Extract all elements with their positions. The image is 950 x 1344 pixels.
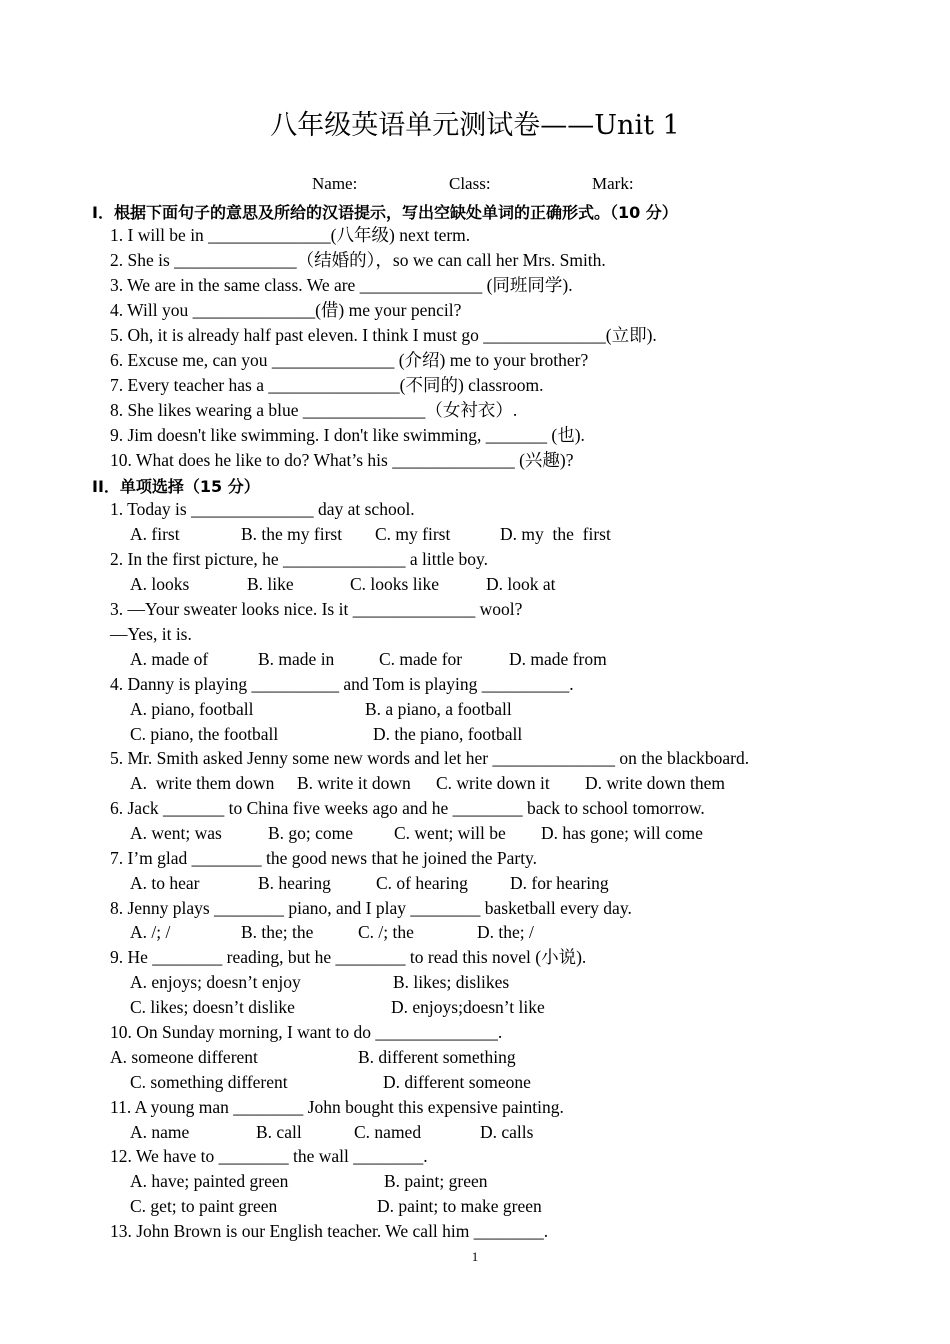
question: 8. Jenny plays ________ piano, and I play ________ basketball every day. xyxy=(110,898,632,918)
option-d: D. calls xyxy=(480,1122,534,1142)
fill-item: 1. I will be in ______________(八年级) next term. xyxy=(110,225,471,245)
question: 4. Danny is playing __________ and Tom is playing __________. xyxy=(110,674,574,694)
option-a: A. /; / xyxy=(130,922,171,942)
option-d: D. paint; to make green xyxy=(377,1196,542,1216)
fill-item: 4. Will you ______________(借) me your pencil? xyxy=(110,300,462,320)
option-c: C. named xyxy=(354,1122,422,1142)
option-b: B. call xyxy=(256,1122,302,1142)
option-b: B. go; come xyxy=(268,823,354,843)
option-a: A. someone different xyxy=(110,1047,258,1067)
mark-label: Mark: xyxy=(592,174,634,193)
option-b: B. likes; dislikes xyxy=(393,972,510,992)
option-d: D. the; / xyxy=(477,922,534,942)
option-b: B. write it down xyxy=(297,773,411,793)
option-c: C. went; will be xyxy=(394,823,506,843)
page-number: 1 xyxy=(471,1249,479,1264)
option-a: A. first xyxy=(130,524,180,544)
fill-item: 7. Every teacher has a _______________(不同的) classroom. xyxy=(110,375,544,395)
question: 3. —Your sweater looks nice. Is it ______________ wool? xyxy=(110,599,523,619)
option-a: A. enjoys; doesn’t enjoy xyxy=(130,972,301,992)
option-a: A. made of xyxy=(130,649,209,669)
option-c: C. /; the xyxy=(358,922,414,942)
question: 5. Mr. Smith asked Jenny some new words and let her ______________ on the blackboard. xyxy=(110,748,750,768)
option-c: C. made for xyxy=(379,649,463,669)
option-a: A. piano, football xyxy=(130,699,254,719)
fill-item: 6. Excuse me, can you ______________ (介绍) me to your brother? xyxy=(110,350,589,370)
option-b: B. like xyxy=(247,574,294,594)
option-b: B. a piano, a football xyxy=(365,699,512,719)
option-c: C. piano, the football xyxy=(130,724,279,744)
question: 7. I’m glad ________ the good news that he joined the Party. xyxy=(110,848,538,868)
option-b: B. hearing xyxy=(258,873,331,893)
question: 12. We have to ________ the wall ________. xyxy=(110,1146,428,1166)
fill-item: 10. What does he like to do? What’s his ______________ (兴趣)? xyxy=(110,450,574,470)
question: 6. Jack _______ to China five weeks ago and he ________ back to school tomorrow. xyxy=(110,798,705,818)
option-b: B. the; the xyxy=(241,922,314,942)
option-d: D. for hearing xyxy=(510,873,609,893)
option-d: D. made from xyxy=(509,649,607,669)
option-a: A. have; painted green xyxy=(130,1171,289,1191)
option-b: B. paint; green xyxy=(384,1171,488,1191)
option-b: B. made in xyxy=(258,649,335,669)
option-d: D. my the first xyxy=(500,524,611,544)
option-d: D. the piano, football xyxy=(373,724,523,744)
option-a: A. name xyxy=(130,1122,190,1142)
option-b: B. the my first xyxy=(241,524,343,544)
fill-item: 2. She is ______________（结婚的），so we can call her Mrs. Smith. xyxy=(110,250,606,270)
option-c: C. get; to paint green xyxy=(130,1196,278,1216)
option-d: D. different someone xyxy=(383,1072,531,1092)
question: 13. John Brown is our English teacher. We call him ________. xyxy=(110,1221,549,1241)
question-answer-line: —Yes, it is. xyxy=(110,624,192,644)
question: 1. Today is ______________ day at school. xyxy=(110,499,415,519)
option-c: C. write down it xyxy=(436,773,550,793)
option-d: D. write down them xyxy=(585,773,725,793)
option-d: D. has gone; will come xyxy=(541,823,703,843)
question: 9. He ________ reading, but he ________ to read this novel (小说). xyxy=(110,947,587,967)
fill-item: 9. Jim doesn't like swimming. I don't like swimming, _______ (也). xyxy=(110,425,585,445)
option-a: A. went; was xyxy=(130,823,222,843)
document-title: 八年级英语单元测试卷——Unit 1 xyxy=(270,110,680,141)
option-a: A. looks xyxy=(130,574,190,594)
fill-item: 3. We are in the same class. We are ______________ (同班同学). xyxy=(110,275,573,295)
fill-item: 5. Oh, it is already half past eleven. I think I must go ______________(立即). xyxy=(110,325,657,345)
question: 2. In the first picture, he ______________ a little boy. xyxy=(110,549,488,569)
option-c: C. of hearing xyxy=(376,873,468,893)
question: 11. A young man ________ John bought this expensive painting. xyxy=(110,1097,564,1117)
fill-item: 8. She likes wearing a blue ______________（女衬衣）. xyxy=(110,400,518,420)
question: 10. On Sunday morning, I want to do ______________. xyxy=(110,1022,503,1042)
option-c: C. likes; doesn’t dislike xyxy=(130,997,295,1017)
option-b: B. different something xyxy=(358,1047,516,1067)
option-d: D. enjoys;doesn’t like xyxy=(391,997,545,1017)
section-1-heading: I．根据下面句子的意思及所给的汉语提示，写出空缺处单词的正确形式。（10 分） xyxy=(92,203,678,222)
option-c: C. my first xyxy=(375,524,451,544)
option-d: D. look at xyxy=(486,574,556,594)
option-a: A. to hear xyxy=(130,873,200,893)
section-2-heading: II．单项选择（15 分） xyxy=(92,477,260,496)
option-a: A. write them down xyxy=(130,773,275,793)
option-c: C. looks like xyxy=(350,574,439,594)
name-label: Name: xyxy=(312,174,358,193)
class-label: Class: xyxy=(449,174,491,193)
option-c: C. something different xyxy=(130,1072,288,1092)
